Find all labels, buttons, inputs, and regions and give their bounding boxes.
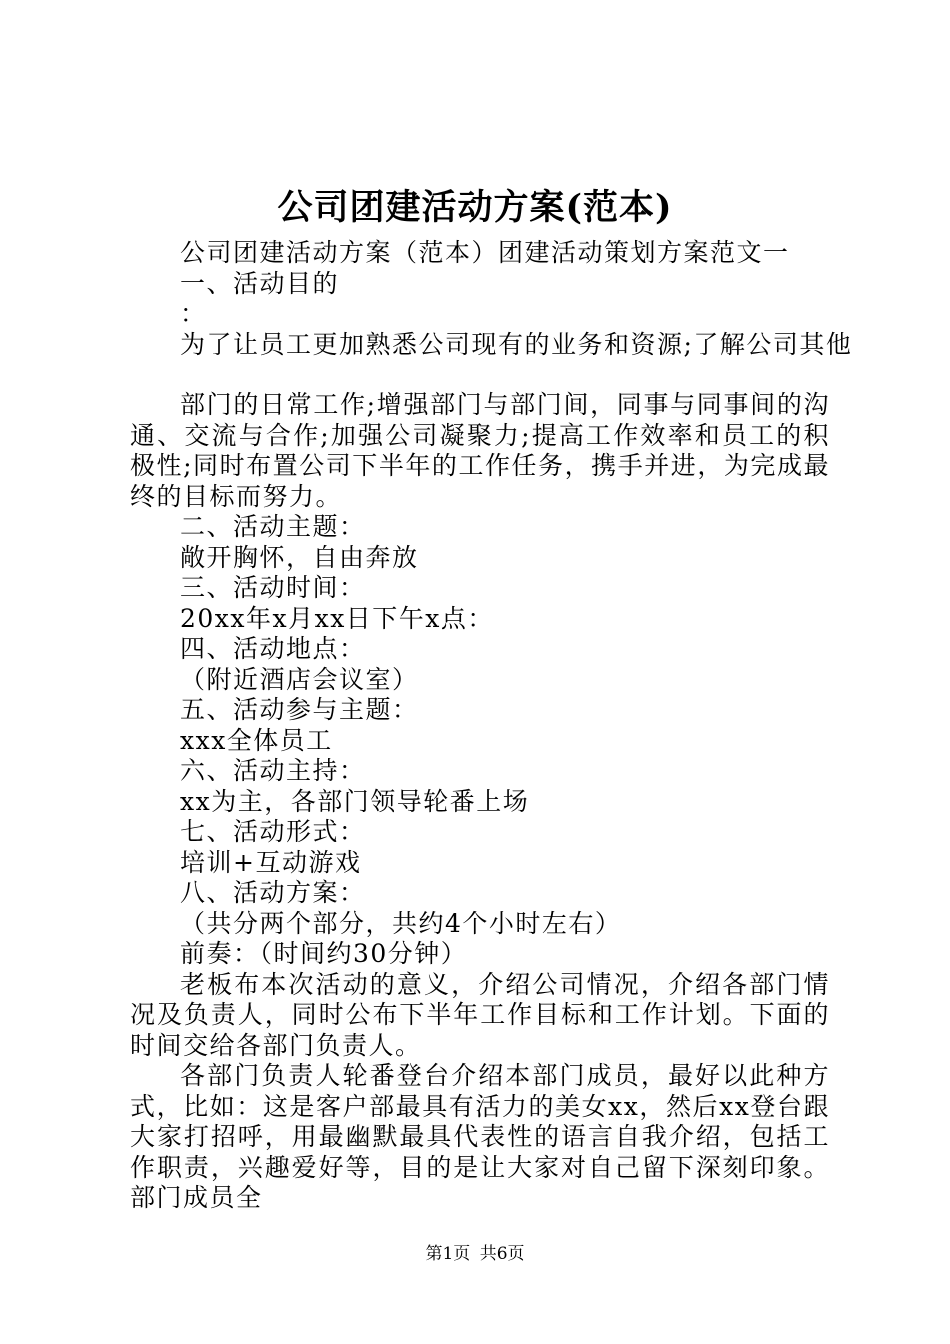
section-heading-host: 六、活动主持： bbox=[180, 756, 366, 785]
purpose-first-line: 为了让员工更加熟悉公司现有的业务和资源;了解公司其他 bbox=[180, 329, 853, 359]
department-paragraph: 各部门负责人轮番登台介绍本部门成员，最好以此种方式，比如：这是客户部最具有活力的美女xx，然后xx登台跟大家打招呼，用最幽默最具代表性的语言自我介绍，包括工作职责，兴趣爱好等，目的是让大家对自己留下深刻印象。部门成员全 bbox=[130, 1061, 830, 1212]
section-heading-participants: 五、活动参与主题： bbox=[180, 695, 419, 724]
host-value: xx为主，各部门领导轮番上场 bbox=[180, 786, 530, 816]
purpose-paragraph: 部门的日常工作;增强部门与部门间，同事与同事间的沟通、交流与合作;加强公司凝聚力;提高工作效率和员工的积极性;同时布置公司下半年的工作任务，携手并进，为完成最终的目标而努力。 bbox=[130, 390, 830, 511]
page-total: 共6页 bbox=[479, 1244, 525, 1264]
location-value: （附近酒店会议室） bbox=[180, 664, 419, 694]
colon-line: ： bbox=[180, 299, 207, 328]
document-body bbox=[130, 238, 853, 1214]
section-heading-time: 三、活动时间： bbox=[180, 573, 366, 602]
page-footer bbox=[0, 1243, 950, 1265]
format-value: 培训+互动游戏 bbox=[180, 847, 362, 877]
prelude-line: 前奏：（时间约30分钟） bbox=[180, 939, 468, 968]
section-heading-format: 七、活动形式： bbox=[180, 817, 366, 846]
boss-paragraph: 老板布本次活动的意义，介绍公司情况，介绍各部门情况及负责人，同时公布下半年工作目标和工作计划。下面的时间交给各部门负责人。 bbox=[130, 969, 830, 1060]
document-title: 公司团建活动方案(范本) bbox=[277, 187, 673, 228]
section-heading-theme: 二、活动主题： bbox=[180, 512, 366, 541]
plan-value: （共分两个部分，共约4个小时左右） bbox=[180, 908, 622, 938]
paragraph-gap bbox=[130, 360, 830, 390]
participants-value: xxx全体员工 bbox=[180, 725, 333, 755]
theme-value: 敞开胸怀，自由奔放 bbox=[180, 542, 419, 572]
section-heading-plan: 八、活动方案： bbox=[180, 878, 366, 907]
time-value: 20xx年x月xx日下午x点： bbox=[180, 603, 494, 633]
intro-line: 公司团建活动方案（范本）团建活动策划方案范文一 bbox=[180, 238, 790, 267]
section-heading-location: 四、活动地点： bbox=[180, 634, 366, 663]
page-number: 第1页 bbox=[425, 1244, 471, 1264]
section-heading-purpose: 一、活动目的 bbox=[180, 268, 340, 298]
